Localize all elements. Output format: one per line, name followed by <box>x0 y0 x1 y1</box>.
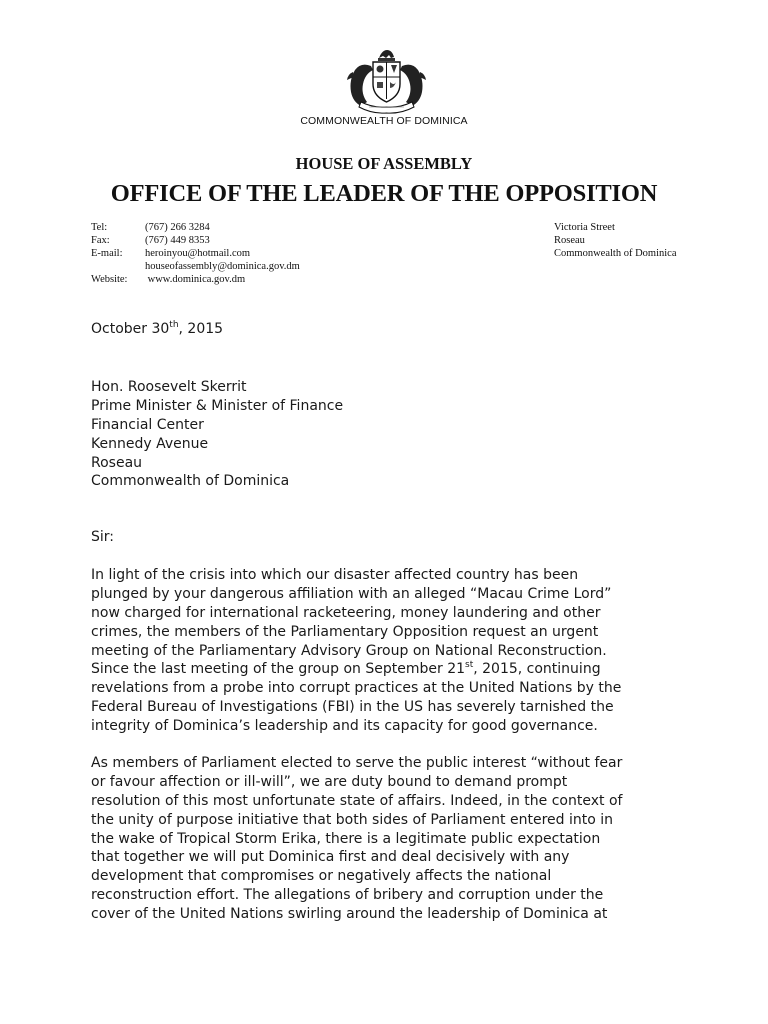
contact-block <box>91 221 300 286</box>
paragraph-line: the unity of purpose initiative that both sides of Parliament entered into in <box>91 811 613 828</box>
paragraph-line: or favour affection or ill-will”, we are duty bound to demand prompt <box>91 773 568 790</box>
contact-label: Website: <box>91 274 128 285</box>
line-text: , 2015, continuing <box>473 661 601 678</box>
paragraph-line: plunged by your dangerous affiliation with an alleged “Macau Crime Lord” <box>91 585 612 602</box>
paragraph-line: integrity of Dominica’s leadership and its capacity for good governance. <box>91 718 598 735</box>
paragraph-line: reconstruction effort. The allegations of bribery and corruption under the <box>91 887 604 904</box>
contact-label: Fax: <box>91 235 110 246</box>
paragraph-2 <box>91 754 691 924</box>
recipient-line: Kennedy Avenue <box>91 435 209 452</box>
contact-row-website <box>91 273 300 286</box>
paragraph-1 <box>91 566 691 736</box>
date-ordinal: st <box>465 660 474 671</box>
office-address <box>554 221 676 260</box>
house-of-assembly-heading: HOUSE OF ASSEMBLY <box>295 154 473 173</box>
paragraph-line: development that compromises or negatively affects the national <box>91 868 552 885</box>
paragraph-line <box>91 660 691 679</box>
recipient-block <box>91 378 343 491</box>
contact-label <box>91 260 145 273</box>
paragraph-line: In light of the crisis into which our disaster affected country has been <box>91 567 579 583</box>
paragraph-line: Federal Bureau of Investigations (FBI) in the US has severely tarnished the <box>91 699 614 716</box>
recipient-line: Hon. Roosevelt Skerrit <box>91 379 247 395</box>
address-line: Victoria Street <box>554 222 615 233</box>
date-ordinal: th <box>169 320 179 330</box>
paragraph-line: now charged for international racketeering, money laundering and other <box>91 604 601 621</box>
address-line: Roseau <box>554 235 585 246</box>
contact-row-fax <box>91 234 300 247</box>
office-title: OFFICE OF THE LEADER OF THE OPPOSITION <box>110 180 658 207</box>
contact-value: (767) 449 8353 <box>145 235 210 246</box>
date-year: , 2015 <box>178 321 224 337</box>
date-text: October 30 <box>91 321 170 337</box>
contact-value: (767) 266 3284 <box>145 222 210 233</box>
contact-value: heroinyou@hotmail.com <box>145 248 251 259</box>
recipient-line: Financial Center <box>91 416 204 433</box>
line-text: Since the last meeting of the group on September 21 <box>91 661 466 678</box>
contact-row-email-2 <box>91 260 300 273</box>
contact-label: E-mail: <box>91 248 123 259</box>
paragraph-line: the wake of Tropical Storm Erika, there is a legitimate public expectation <box>91 830 601 847</box>
paragraph-line: that together we will put Dominica first and deal decisively with any <box>91 849 570 866</box>
recipient-line: Prime Minister & Minister of Finance <box>91 397 344 414</box>
paragraph-line: resolution of this most unfortunate state of affairs. Indeed, in the context of <box>91 792 623 809</box>
paragraph-line: As members of Parliament elected to serve the public interest “without fear <box>91 755 623 771</box>
contact-value: houseofassembly@dominica.gov.dm <box>145 261 300 272</box>
paragraph-line: crimes, the members of the Parliamentary Opposition request an urgent <box>91 623 599 640</box>
contact-label: Tel: <box>91 222 108 233</box>
paragraph-line: revelations from a probe into corrupt practices at the United Nations by the <box>91 680 622 697</box>
recipient-line: Commonwealth of Dominica <box>91 473 290 490</box>
contact-row-email <box>91 247 300 260</box>
address-line: Commonwealth of Dominica <box>554 248 677 259</box>
recipient-line: Roseau <box>91 454 143 471</box>
coat-of-arms-icon <box>341 44 431 114</box>
country-name: COMMONWEALTH OF DOMINICA <box>300 115 468 127</box>
paragraph-line: cover of the United Nations swirling around the leadership of Dominica at <box>91 906 608 923</box>
contact-row-tel <box>91 221 300 234</box>
contact-value: www.dominica.gov.dm <box>145 274 246 285</box>
paragraph-line: meeting of the Parliamentary Advisory Group on National Reconstruction. <box>91 642 607 659</box>
salutation: Sir: <box>91 529 115 545</box>
letter-date <box>91 320 223 339</box>
